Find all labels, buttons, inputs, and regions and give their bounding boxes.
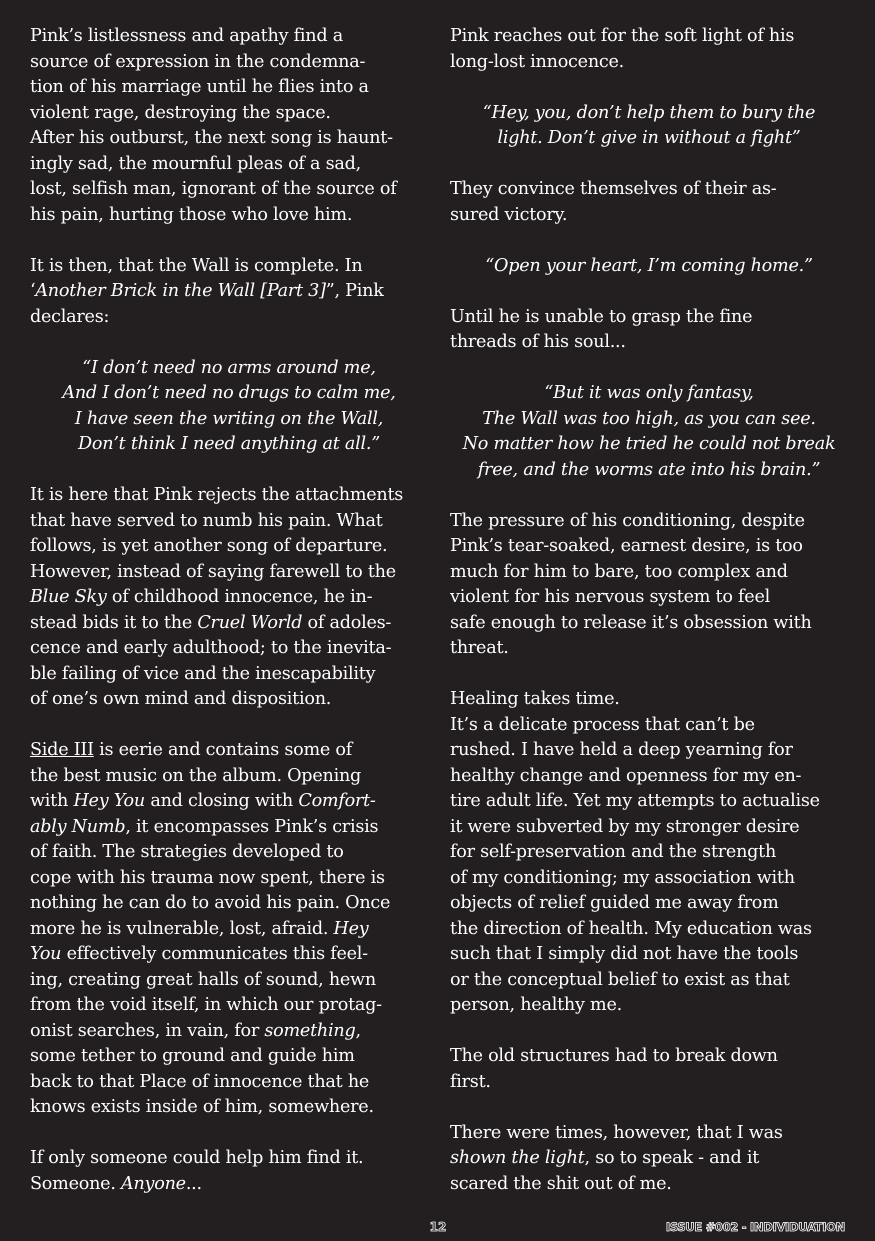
paragraph-break [30, 228, 428, 254]
text-segment: of one’s own mind and disposition. [30, 689, 332, 709]
text-line [30, 968, 428, 994]
paragraph-break [450, 1095, 848, 1121]
text-segment: is eerie and contains some of [93, 740, 353, 760]
text-segment: “Hey, you, don’t help them to bury the [482, 102, 816, 123]
text-line [30, 1146, 428, 1172]
paragraph-break [30, 458, 428, 484]
text-line [450, 305, 848, 331]
left-column [30, 24, 428, 1197]
text-line [450, 968, 848, 994]
text-line [450, 611, 848, 637]
quote-line [30, 381, 428, 407]
text-line [450, 1121, 848, 1147]
text-line [450, 509, 848, 535]
text-segment: cope with his trauma now spent, there is [30, 867, 385, 888]
text-segment: , it encompasses Pink’s crisis [125, 816, 379, 837]
text-segment: cence and early adulthood; to the inevita- [30, 638, 392, 658]
text-segment: declares: [30, 306, 110, 327]
text-segment: it were subverted by my stronger desire [450, 816, 800, 837]
italic-title: Comfort- [298, 791, 376, 811]
text-segment: onist searches, in vain, for [30, 1020, 265, 1041]
text-line [30, 483, 428, 509]
quote-line [450, 126, 848, 152]
quote-line [450, 101, 848, 127]
text-segment: tion of his marriage until he flies into a [30, 77, 369, 97]
text-segment: of faith. The strategies developed to [30, 842, 344, 862]
text-line [450, 24, 848, 50]
text-segment: The Wall was too high, as you can see. [482, 408, 816, 429]
italic-title: Cruel World [197, 612, 303, 633]
text-segment: ingly sad, the mournful pleas of a sad, [30, 153, 361, 174]
text-line [450, 177, 848, 203]
text-segment: It is then, that the Wall is complete. In [30, 255, 363, 276]
text-segment: It is here that Pink rejects the attachments [30, 485, 404, 505]
text-line [450, 917, 848, 943]
text-segment: effectively communicates this feel- [61, 944, 368, 964]
quote-line [30, 432, 428, 458]
text-line [30, 687, 428, 713]
text-segment: sured victory. [450, 204, 568, 225]
text-segment: However, instead of saying farewell to the [30, 561, 396, 582]
text-segment: healthy change and openness for my en- [450, 765, 802, 786]
text-segment: such that I simply did not have the tools [450, 944, 799, 964]
text-line [450, 585, 848, 611]
text-segment: that have served to numb his pain. What [30, 510, 383, 531]
text-line [30, 1019, 428, 1045]
text-line [450, 891, 848, 917]
text-segment: Someone. [30, 1173, 122, 1194]
text-segment: Don’t think I need anything at all.” [78, 434, 380, 454]
text-line [30, 636, 428, 662]
text-line [30, 1172, 428, 1198]
text-line [30, 24, 428, 50]
page-number: 12 [429, 1220, 447, 1234]
text-line [450, 534, 848, 560]
text-line [30, 305, 428, 331]
text-segment: from the void itself, in which our protag- [30, 995, 382, 1015]
text-segment: “I don’t need no arms around me, [82, 357, 376, 378]
paragraph-break [450, 152, 848, 178]
text-segment: free, and the worms ate into his brain.” [477, 459, 821, 480]
text-line [30, 152, 428, 178]
text-segment: The old structures had to break down [450, 1046, 778, 1066]
text-segment: If only someone could help him find it. [30, 1148, 364, 1168]
italic-title: Another Brick in the Wall [Part 3] [35, 281, 326, 301]
text-segment: It’s a delicate process that can’t be [450, 714, 755, 735]
text-line [450, 815, 848, 841]
text-segment: ‘ [30, 281, 36, 301]
text-line [450, 738, 848, 764]
text-line [30, 611, 428, 637]
text-segment: first. [450, 1071, 491, 1092]
text-segment: person, healthy me. [450, 995, 622, 1015]
text-line [450, 942, 848, 968]
text-line [450, 50, 848, 76]
text-segment: of my conditioning; my association with [450, 867, 795, 888]
text-segment: light. Don’t give in without a fight” [497, 128, 801, 148]
italic-title: ably Numb [30, 816, 126, 837]
underlined-heading: Side III [30, 740, 94, 760]
text-line [450, 1044, 848, 1070]
text-line [30, 50, 428, 76]
text-line [30, 891, 428, 917]
text-line [30, 840, 428, 866]
quote-line [30, 407, 428, 433]
text-segment: Pink reaches out for the soft light of his [450, 26, 795, 46]
text-segment: back to that Place of innocence that he [30, 1071, 370, 1092]
text-line [30, 942, 428, 968]
paragraph-break [30, 713, 428, 739]
quote-line [450, 407, 848, 433]
text-segment: And I don’t need no drugs to calm me, [62, 383, 396, 403]
paragraph-break [30, 330, 428, 356]
paragraph-break [450, 228, 848, 254]
text-segment: of adoles- [302, 612, 392, 633]
text-line [30, 126, 428, 152]
text-segment: , so to speak - and it [584, 1148, 760, 1168]
text-segment: Healing takes time. [450, 689, 620, 709]
text-segment: Pink’s tear-soaked, earnest desire, is too [450, 536, 803, 556]
text-line [450, 203, 848, 229]
text-segment: some tether to ground and guide him [30, 1046, 355, 1066]
text-segment: ... [185, 1173, 202, 1194]
text-segment: the direction of health. My education was [450, 918, 812, 939]
text-segment: scared the shit out of me. [450, 1173, 672, 1194]
text-line [30, 203, 428, 229]
text-segment: ing, creating great halls of sound, hewn [30, 969, 376, 990]
text-line [450, 764, 848, 790]
text-segment: safe enough to release it’s obsession with [450, 612, 812, 633]
text-segment: and closing with [144, 791, 299, 811]
italic-title: something [264, 1020, 356, 1041]
paragraph-break [30, 1121, 428, 1147]
text-line [30, 585, 428, 611]
text-line [450, 993, 848, 1019]
quote-line [30, 356, 428, 382]
text-line [30, 866, 428, 892]
text-line [450, 560, 848, 586]
text-line [450, 1070, 848, 1096]
text-segment: The pressure of his conditioning, despite [450, 510, 805, 531]
text-line [450, 1172, 848, 1198]
text-segment: There were times, however, that I was [450, 1122, 783, 1143]
text-line [450, 713, 848, 739]
paragraph-break [450, 356, 848, 382]
text-segment: objects of relief guided me away from [450, 893, 779, 913]
paragraph-break [450, 1019, 848, 1045]
text-segment: much for him to bare, too complex and [450, 561, 788, 582]
text-segment: threat. [450, 638, 509, 658]
text-line [450, 840, 848, 866]
text-segment: his pain, hurting those who love him. [30, 204, 353, 225]
text-line [30, 75, 428, 101]
quote-line [450, 458, 848, 484]
text-segment: No matter how he tried he could not break [462, 434, 836, 454]
italic-title: You [30, 944, 62, 964]
paragraph-break [450, 483, 848, 509]
paragraph-break [450, 75, 848, 101]
italic-title: Blue Sky [30, 587, 107, 607]
text-segment: long-lost innocence. [450, 51, 625, 72]
text-segment: , [355, 1020, 361, 1041]
text-segment: knows exists inside of him, somewhere. [30, 1097, 374, 1117]
text-segment: for self-preservation and the strength [450, 842, 777, 862]
text-line [30, 177, 428, 203]
text-line [30, 764, 428, 790]
right-column [450, 24, 848, 1197]
text-line [30, 1070, 428, 1096]
text-segment: stead bids it to the [30, 612, 198, 633]
quote-line [450, 254, 848, 280]
text-line [30, 738, 428, 764]
text-segment: “But it was only fantasy, [544, 383, 754, 403]
text-segment: or the conceptual belief to exist as that [450, 969, 790, 990]
quote-line [450, 432, 848, 458]
text-line [450, 1146, 848, 1172]
italic-title: Hey You [73, 791, 145, 811]
text-segment: ble failing of vice and the inescapability [30, 663, 376, 684]
text-segment: violent rage, destroying the space. [30, 102, 331, 123]
text-line [30, 534, 428, 560]
text-line [30, 101, 428, 127]
text-segment: lost, selfish man, ignorant of the source of [30, 179, 397, 199]
text-segment: Until he is unable to grasp the fine [450, 306, 753, 327]
text-line [30, 993, 428, 1019]
text-segment: nothing he can do to avoid his pain. Once [30, 893, 391, 913]
text-line [30, 509, 428, 535]
text-line [450, 789, 848, 815]
text-segment: of childhood innocence, he in- [106, 587, 373, 607]
text-segment: I have seen the writing on the Wall, [74, 408, 384, 429]
text-segment: violent for his nervous system to feel [450, 587, 770, 607]
text-segment: Pink’s listlessness and apathy find a [30, 26, 343, 46]
italic-title: Anyone [121, 1173, 186, 1194]
text-line [30, 560, 428, 586]
text-line [450, 866, 848, 892]
text-segment: tire adult life. Yet my attempts to actualise [450, 791, 820, 811]
text-segment: After his outburst, the next song is haunt- [30, 128, 393, 148]
text-segment: They convince themselves of their as- [450, 179, 777, 199]
text-segment: with [30, 791, 74, 811]
text-segment: ”, Pink [325, 281, 384, 301]
text-line [450, 636, 848, 662]
text-line [30, 815, 428, 841]
text-segment: more he is vulnerable, lost, afraid. [30, 918, 334, 939]
text-line [30, 917, 428, 943]
text-line [30, 662, 428, 688]
text-segment: the best music on the album. Opening [30, 765, 362, 786]
issue-label: ISSUE #002 - INDIVIDUATION [665, 1220, 845, 1234]
text-line [30, 1095, 428, 1121]
text-segment: follows, is yet another song of departure. [30, 536, 388, 556]
text-segment: threads of his soul... [450, 332, 626, 352]
text-segment: source of expression in the condemna- [30, 51, 366, 72]
text-line [450, 330, 848, 356]
paragraph-break [450, 279, 848, 305]
text-line [30, 254, 428, 280]
paragraph-break [450, 662, 848, 688]
quote-line [450, 381, 848, 407]
text-line [30, 1044, 428, 1070]
text-line [30, 279, 428, 305]
text-segment: “Open your heart, I’m coming home.” [485, 255, 813, 276]
text-line [450, 687, 848, 713]
text-segment: rushed. I have held a deep yearning for [450, 740, 793, 760]
italic-title: Hey [333, 918, 369, 939]
text-line [30, 789, 428, 815]
italic-title: shown the light [450, 1148, 585, 1168]
